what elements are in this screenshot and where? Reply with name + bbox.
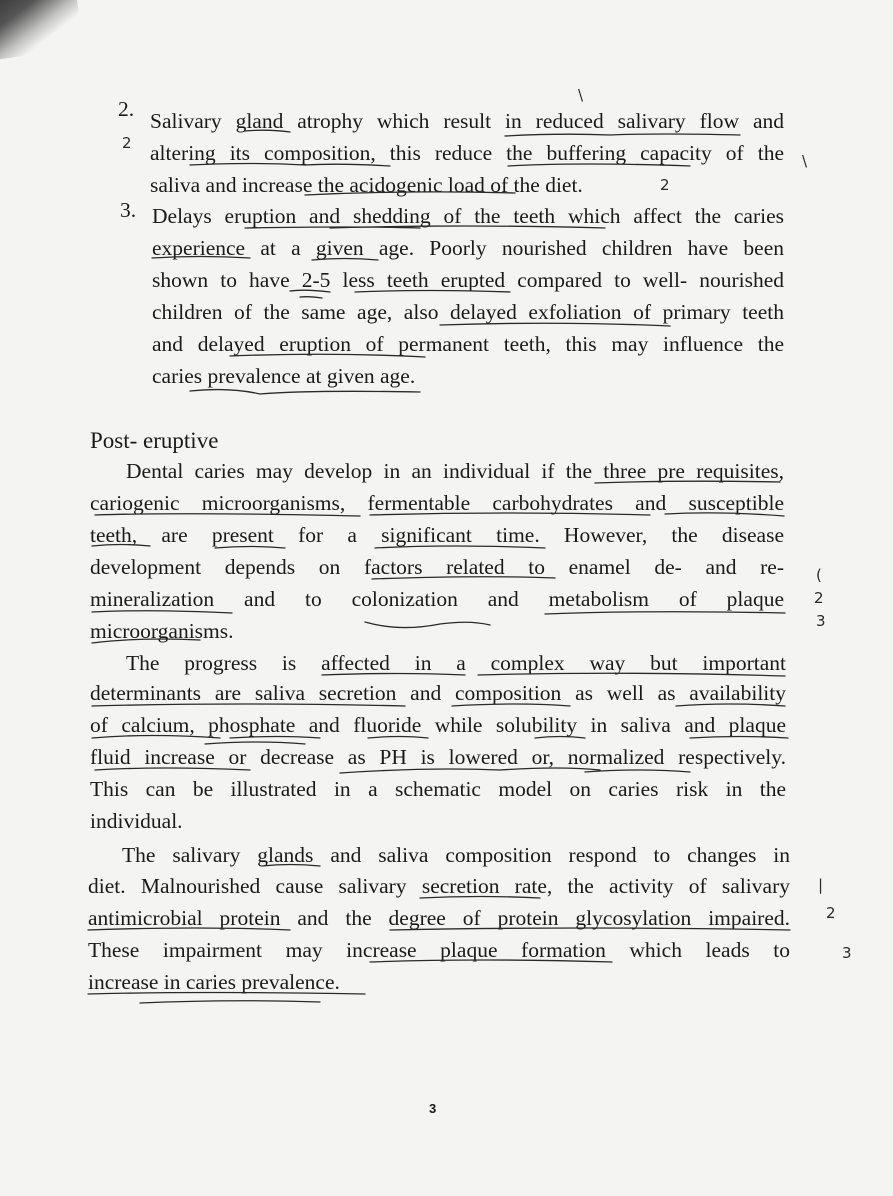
- margin-note: 2: [122, 134, 132, 152]
- item-3-line-2: experience at a given age. Poorly nourished children have been: [152, 236, 784, 260]
- margin-note: 3: [816, 612, 826, 630]
- item-2-line-1: Salivary gland atrophy which result in reduced salivary flow and: [150, 109, 784, 133]
- section-heading: Post- eruptive: [90, 428, 219, 453]
- para-1-line-6: microorganisms.: [90, 619, 234, 643]
- para-1-line-4: development depends on factors related to enamel de- and re-: [90, 555, 784, 579]
- para-2-line-6: individual.: [90, 809, 183, 833]
- item-3-line-5: and delayed eruption of permanent teeth, this may influence the: [152, 332, 784, 356]
- para-2-line-4: fluid increase or decrease as PH is lowered or, normalized respectively.: [90, 745, 786, 769]
- item-3-line-6: caries prevalence at given age.: [152, 364, 416, 388]
- para-2-line-2: determinants are saliva secretion and composition as well as availability: [90, 681, 786, 705]
- para-1-line-3: teeth, are present for a significant time. However, the disease: [90, 523, 784, 547]
- item-3-line-1: Delays eruption and shedding of the teeth which affect the caries: [152, 204, 784, 228]
- margin-note: 3: [842, 944, 852, 962]
- page-number: 3: [429, 1101, 437, 1116]
- margin-note: 2: [814, 589, 824, 607]
- margin-note: 2: [826, 904, 836, 922]
- para-3-line-1: The salivary glands and saliva composition respond to changes in: [122, 843, 790, 867]
- margin-note: |: [818, 876, 824, 894]
- margin-note: \: [802, 152, 808, 170]
- para-2-line-1: The progress is affected in a complex way but important: [126, 651, 786, 675]
- para-1-line-1: Dental caries may develop in an individual if the three pre requisites,: [126, 459, 784, 483]
- underline-mark: [365, 622, 490, 628]
- para-3-line-2: diet. Malnourished cause salivary secretion rate, the activity of salivary: [88, 874, 790, 898]
- item-3-line-4: children of the same age, also delayed exfoliation of primary teeth: [152, 300, 784, 324]
- margin-note: \: [578, 86, 584, 104]
- para-2-line-3: of calcium, phosphate and fluoride while solubility in saliva and plaque: [90, 713, 786, 737]
- para-2-line-5: This can be illustrated in a schematic model on caries risk in the: [90, 777, 786, 801]
- para-1-line-5: mineralization and to colonization and metabolism of plaque: [90, 587, 784, 611]
- margin-note: 2: [660, 176, 670, 194]
- para-1-line-2: cariogenic microorganisms, fermentable carbohydrates and susceptible: [90, 491, 784, 515]
- underline-mark: [140, 1001, 320, 1003]
- underline-mark: [545, 612, 785, 614]
- para-3-line-5: increase in caries prevalence.: [88, 970, 340, 994]
- margin-note: (: [816, 566, 822, 584]
- item-3-line-3: shown to have 2-5 less teeth erupted compared to well- nourished: [152, 268, 784, 292]
- underline-mark: [505, 134, 740, 136]
- para-3-line-4: These impairment may increase plaque formation which leads to: [88, 938, 790, 962]
- underline-mark: [190, 390, 420, 394]
- item-3-number: 3.: [120, 198, 137, 222]
- para-3-line-3: antimicrobial protein and the degree of protein glycosylation impaired.: [88, 906, 790, 930]
- item-2-line-3: saliva and increase the acidogenic load of the diet.: [150, 173, 583, 197]
- item-2-number: 2.: [118, 97, 135, 121]
- underline-mark: [585, 770, 690, 772]
- item-2-line-2: altering its composition, this reduce the buffering capacity of the: [150, 141, 784, 165]
- scan-corner-smudge: [0, 0, 84, 60]
- underline-mark: [300, 297, 322, 298]
